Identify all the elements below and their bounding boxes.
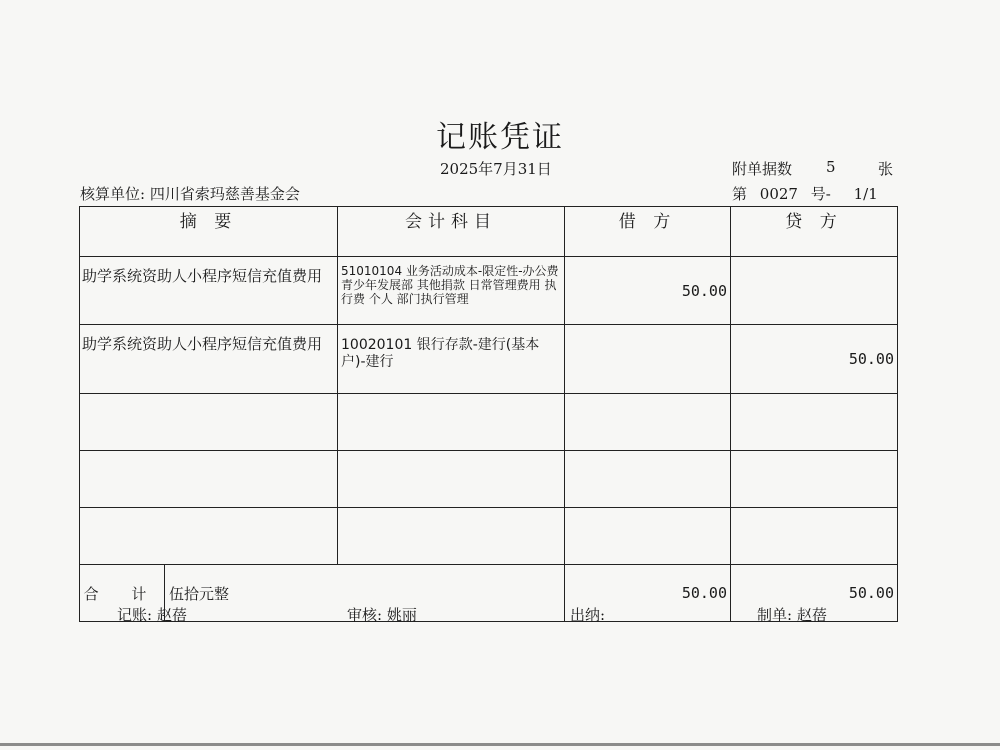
sig-bookkeeper: 记账: 赵蓓 [117, 606, 187, 624]
voucher-title: 记账凭证 [436, 120, 564, 155]
voucher-date: 2025年7月31日 [440, 160, 552, 178]
total-label: 合 计 [80, 565, 165, 621]
total-debit: 50.00 [565, 565, 731, 622]
sig-cashier: 出纳: [570, 606, 606, 624]
row-summary: 助学系统资助人小程序短信充值费用 [80, 325, 338, 394]
voucher-table [79, 206, 898, 622]
attachments [732, 158, 894, 179]
attachments-count: 5 [826, 158, 836, 176]
table-header-row [80, 207, 898, 257]
total-words: 伍拾元整 [169, 584, 230, 603]
header-debit: 借 方 [565, 207, 731, 257]
accounting-unit-name: 四川省索玛慈善基金会 [149, 185, 300, 203]
row-debit [565, 325, 731, 394]
row-debit: 50.00 [565, 257, 731, 325]
total-credit: 50.00 [731, 565, 898, 622]
voucher-suffix: 号- [810, 185, 831, 203]
header-credit: 贷 方 [731, 207, 898, 257]
header-summary: 摘 要 [80, 207, 338, 257]
row-credit: 50.00 [731, 325, 898, 394]
empty-row [80, 451, 898, 508]
accounting-unit-label: 核算单位: [80, 185, 146, 203]
accounting-unit [80, 183, 300, 204]
row-account: 51010104 业务活动成本-限定性-办公费 青少年发展部 其他捐款 日常管理费用 执行费 个人 部门执行管理 [338, 257, 565, 325]
scan-edge [0, 743, 1000, 746]
attachments-label: 附单据数 [732, 160, 793, 178]
header-account: 会计科目 [338, 207, 565, 257]
attachments-unit: 张 [878, 160, 894, 178]
voucher-no: 0027 [759, 185, 798, 203]
table-row [80, 325, 898, 394]
table-row [80, 257, 898, 325]
voucher-page: 1/1 [853, 185, 878, 203]
row-credit [731, 257, 898, 325]
row-summary: 助学系统资助人小程序短信充值费用 [80, 257, 338, 325]
sig-reviewer: 审核: 姚丽 [347, 606, 417, 624]
voucher-number [732, 183, 886, 204]
empty-row [80, 508, 898, 565]
sig-preparer: 制单: 赵蓓 [757, 606, 827, 624]
empty-row [80, 394, 898, 451]
row-account: 10020101 银行存款-建行(基本户)-建行 [338, 325, 565, 394]
voucher-prefix: 第 [732, 185, 748, 203]
